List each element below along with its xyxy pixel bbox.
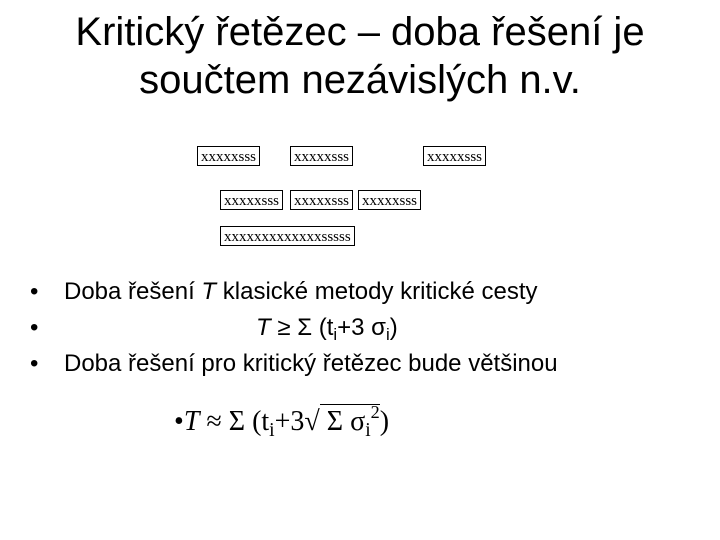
title-line-1: Kritický řetězec – doba řešení je xyxy=(75,10,645,54)
paren-close: ) xyxy=(379,406,390,437)
subscript-i: i xyxy=(269,420,275,441)
task-box-1-1: xxxxxsss xyxy=(197,146,260,166)
subscript-i: i xyxy=(333,325,338,344)
symbol-sigma: σ xyxy=(350,406,366,437)
bullet-dot: • xyxy=(30,350,39,377)
bullet-item-3 xyxy=(30,346,710,382)
superscript-2: 2 xyxy=(370,402,380,422)
symbol-sum: Σ xyxy=(228,406,246,437)
text-before: Doba řešení xyxy=(64,278,202,305)
bullet-item-1 xyxy=(30,274,710,310)
symbol-t: T xyxy=(256,314,271,341)
paren-open: (t xyxy=(318,314,334,341)
bullet-dot: • xyxy=(30,314,39,341)
square-root xyxy=(304,404,379,440)
task-box-1-3: xxxxxsss xyxy=(423,146,486,166)
inequality-formula xyxy=(256,310,398,346)
bullet-text: Doba řešení pro kritický řetězec bude většinou xyxy=(64,350,558,377)
symbol-geq: ≥ xyxy=(277,314,291,341)
subscript-i: i xyxy=(365,420,371,441)
bullet-item-2 xyxy=(30,310,710,346)
bullet-list xyxy=(30,274,710,382)
task-box-2-1: xxxxxsss xyxy=(220,190,283,210)
symbol-sum: Σ xyxy=(297,314,313,341)
subscript-i: i xyxy=(385,325,390,344)
sqrt-icon: √ xyxy=(304,406,320,437)
bullet-dot: • xyxy=(30,278,39,305)
paren-close: ) xyxy=(389,314,398,341)
slide-title xyxy=(0,8,720,104)
task-box-2-3: xxxxxsss xyxy=(358,190,421,210)
title-line-2: součtem nezávislých n.v. xyxy=(139,58,581,102)
italic-t: T xyxy=(201,278,217,305)
radicand xyxy=(320,402,380,441)
approximation-formula xyxy=(174,404,389,440)
plus-sigma: +3 σ xyxy=(337,314,386,341)
symbol-approx: ≈ xyxy=(206,406,222,437)
text-after: klasické metody kritické cesty xyxy=(216,278,538,305)
task-box-3-1: xxxxxxxxxxxxxsssss xyxy=(220,226,355,246)
paren-open: (t xyxy=(252,406,270,437)
symbol-t: T xyxy=(183,406,200,437)
task-box-2-2: xxxxxsss xyxy=(290,190,353,210)
plus-three: +3 xyxy=(274,406,305,437)
task-box-1-2: xxxxxsss xyxy=(290,146,353,166)
symbol-sum-inner: Σ xyxy=(326,406,344,437)
bullet-text xyxy=(64,274,538,310)
bullet-dot: • xyxy=(174,406,184,437)
